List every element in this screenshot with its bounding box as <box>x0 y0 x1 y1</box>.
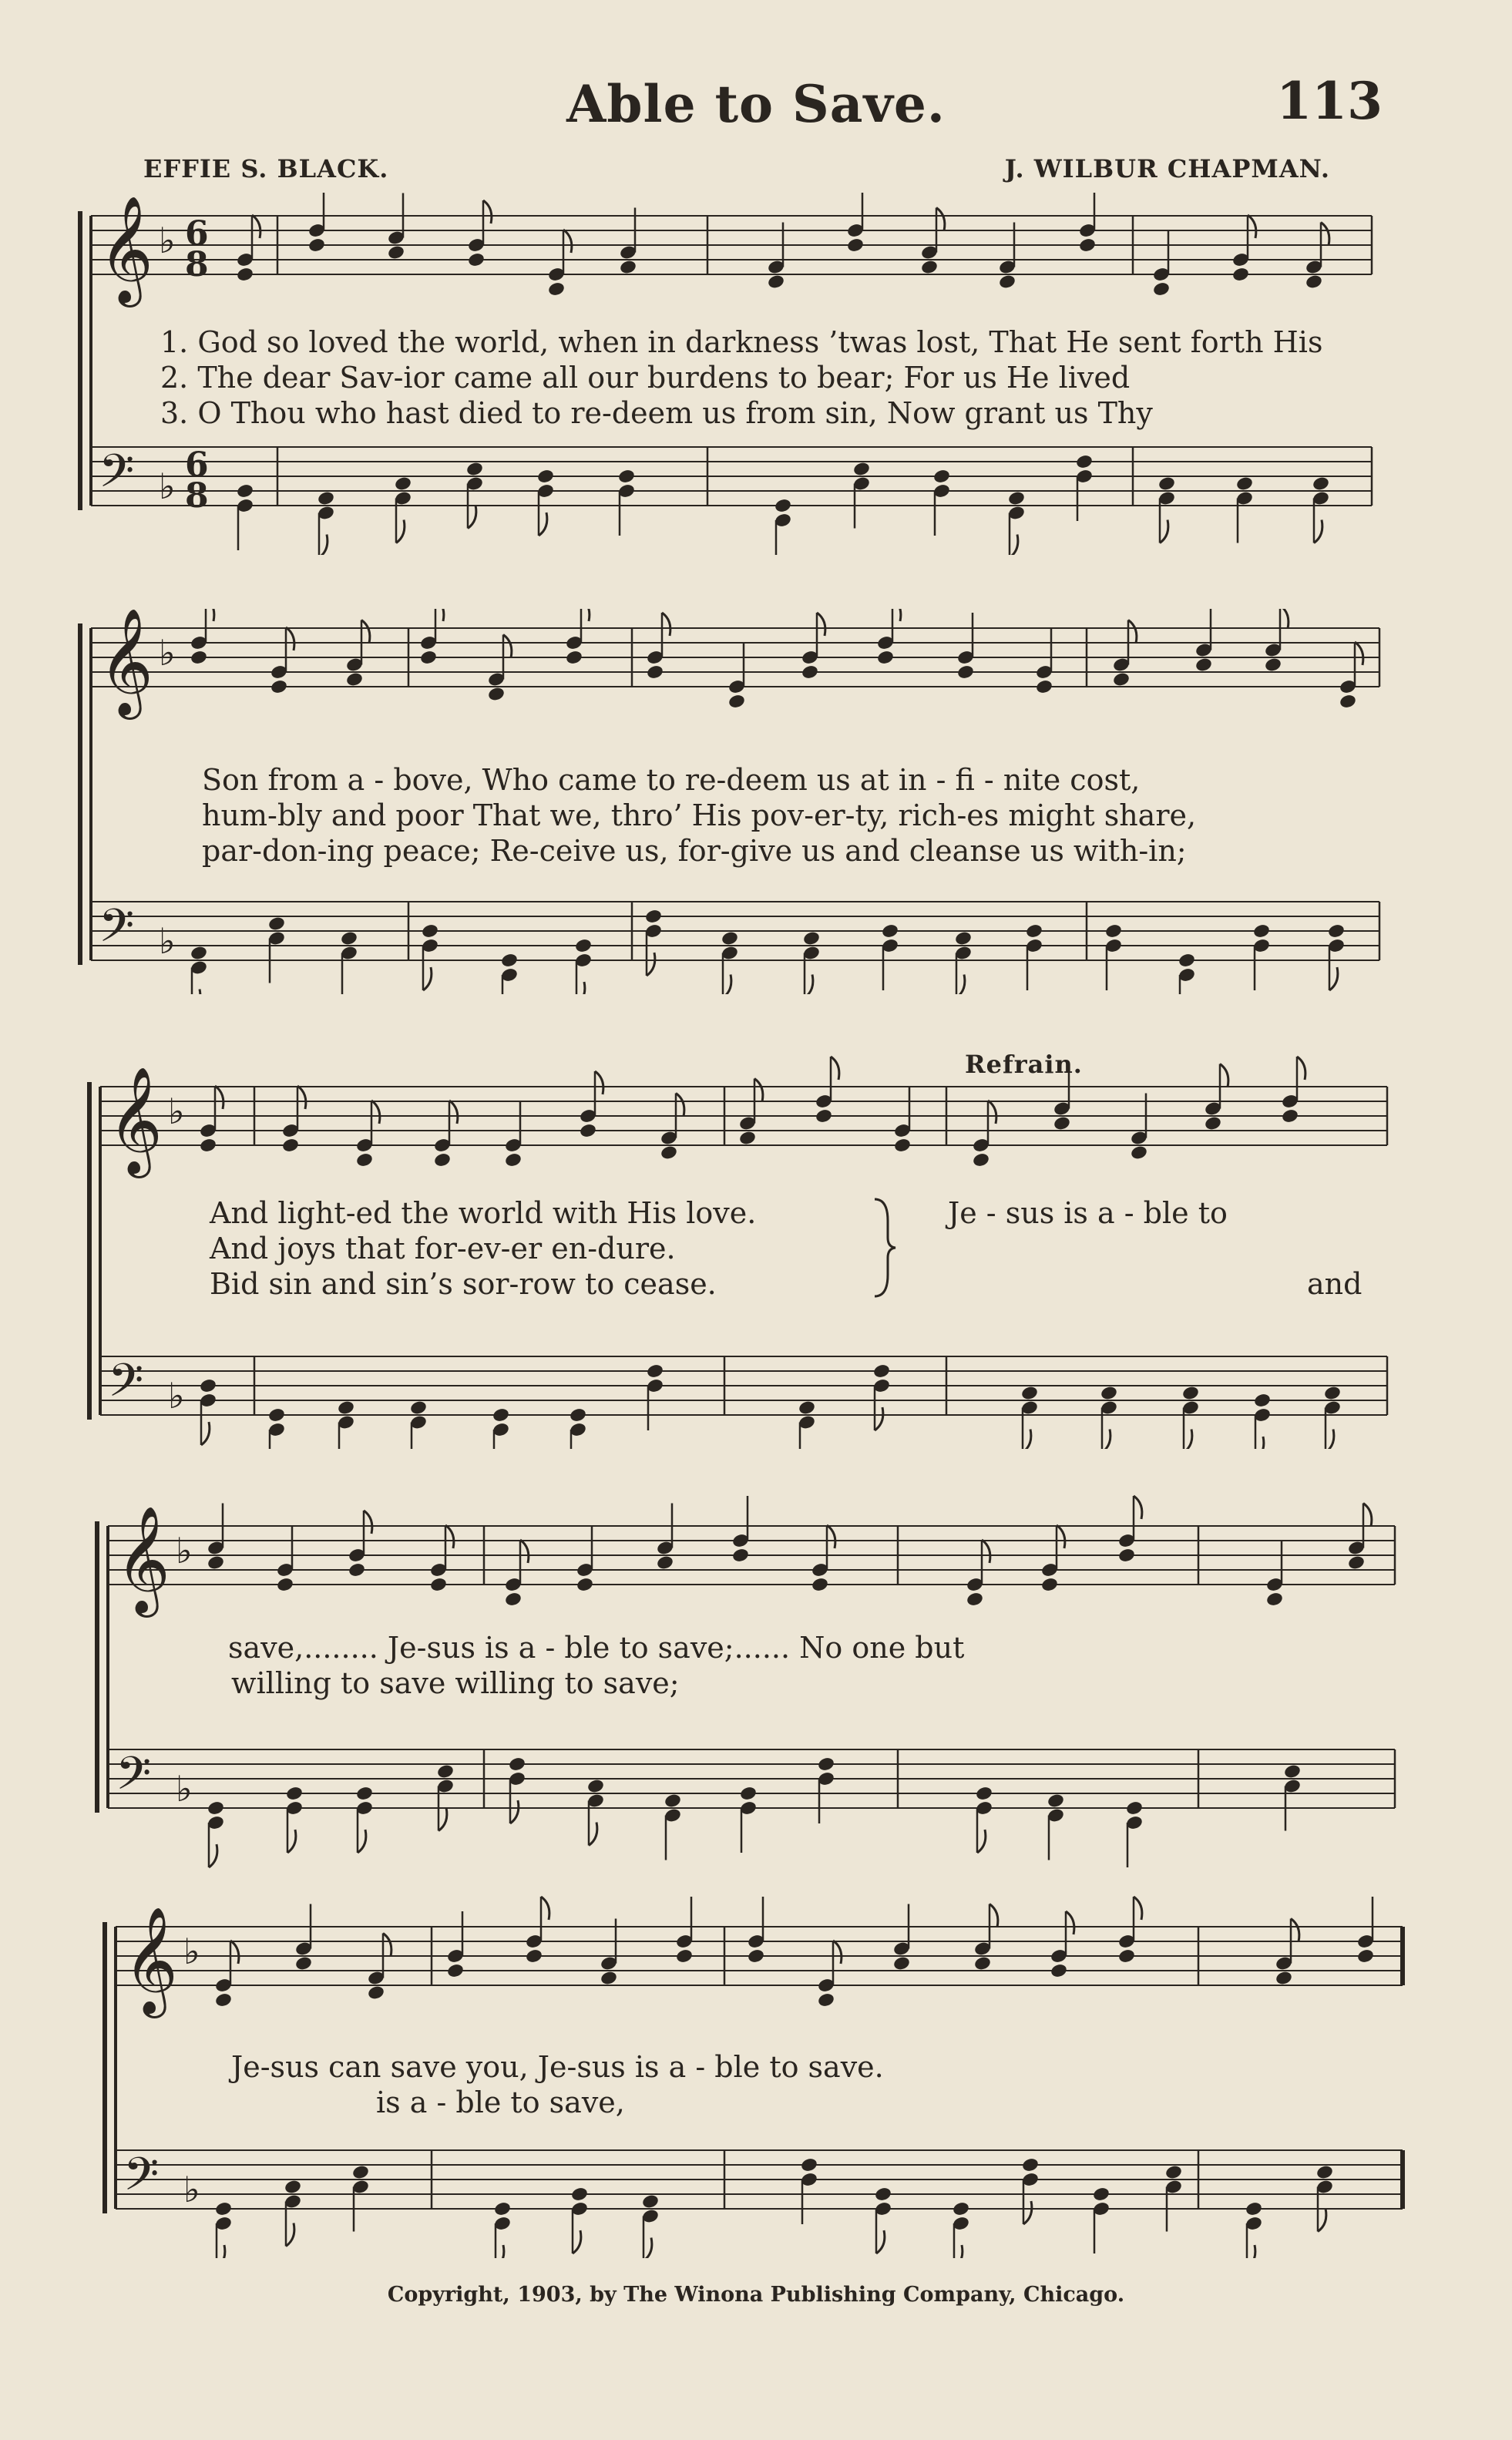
note-head <box>739 1786 758 1802</box>
note-head <box>874 2186 892 2203</box>
note-head <box>436 1763 455 1780</box>
note-head <box>1047 1793 1065 1809</box>
refrain-label: Refrain. <box>965 1050 1083 1079</box>
treble-clef-icon: 𝄞 <box>99 196 153 303</box>
note-head <box>954 930 973 946</box>
lyric-line: 1. God so loved the world, when in darkness ’twas lost, That He sent forth His <box>160 325 1323 359</box>
note-head <box>872 1363 891 1380</box>
note-head <box>337 1400 355 1416</box>
flat-icon: ♭ <box>168 1375 185 1417</box>
hymn-title: Able to Save. <box>566 74 946 134</box>
note-head <box>421 923 439 939</box>
time-signature-top: 6 <box>185 445 209 485</box>
note-head <box>952 2201 970 2217</box>
note-head <box>1025 923 1043 939</box>
note-head <box>214 2201 233 2217</box>
note-head <box>800 2157 818 2173</box>
note-head <box>236 483 254 499</box>
note-head <box>664 1793 682 1809</box>
flat-icon: ♭ <box>183 1931 200 1972</box>
note-head <box>1245 2201 1263 2217</box>
treble-staff <box>91 193 1372 308</box>
note-head <box>1253 1393 1272 1409</box>
note-head <box>190 945 208 961</box>
bass-clef-icon: 𝄢 <box>99 899 135 963</box>
note-head <box>798 1400 816 1416</box>
note-head <box>1327 923 1346 939</box>
bass-staff <box>91 444 1372 555</box>
note-head <box>1323 1385 1342 1401</box>
composer-credit: J. WILBUR CHAPMAN. <box>1004 154 1330 183</box>
bass-clef-icon: 𝄢 <box>99 444 135 509</box>
flat-icon: ♭ <box>159 220 176 261</box>
note-head <box>267 916 286 932</box>
lyric-line: Bid sin and sin’s sor-row to cease. <box>210 1267 717 1301</box>
note-head <box>1252 923 1271 939</box>
note-head <box>284 2179 302 2195</box>
time-signature-top: 6 <box>185 214 209 254</box>
music-system-2 <box>0 609 1512 994</box>
lyric-line: willing to save willing to save; <box>231 1666 680 1700</box>
lyric-line: par-don-ing peace; Re-ceive us, for-give us and cleanse us with-in; <box>202 834 1187 868</box>
note-head <box>465 461 484 477</box>
lyric-line: 2. The dear Sav-ior came all our burdens to bear; For us He lived <box>160 361 1131 395</box>
note-head <box>1235 476 1254 492</box>
music-system-4 <box>0 1487 1512 1873</box>
lyric-line: save,........ Je-sus is a - ble to save;...... No one but <box>228 1631 965 1665</box>
note-head <box>1104 923 1123 939</box>
note-head <box>586 1778 605 1794</box>
staff-notation <box>0 1487 1512 1873</box>
note-head <box>355 1786 374 1802</box>
note-head <box>500 953 519 969</box>
bass-staff <box>91 899 1379 994</box>
note-head <box>409 1400 428 1416</box>
flat-icon: ♭ <box>168 1091 185 1132</box>
note-head <box>975 1786 993 1802</box>
treble-clef-icon: 𝄞 <box>99 609 153 715</box>
treble-staff <box>100 1057 1387 1178</box>
note-head <box>1158 476 1176 492</box>
note-head <box>1312 476 1330 492</box>
note-head <box>721 930 739 946</box>
treble-clef-icon: 𝄞 <box>108 1067 163 1174</box>
lyric-line: hum-bly and poor That we, thro’ His pov-er-ty, rich-es might share, <box>202 798 1197 832</box>
note-head <box>394 476 412 492</box>
lyric-line: And light-ed the world with His love. <box>210 1196 757 1230</box>
note-head <box>1075 454 1094 470</box>
music-system-1 <box>0 193 1512 555</box>
refrain-lyric: and <box>1307 1267 1362 1301</box>
copyright-notice: Copyright, 1903, by The Winona Publishing Company, Chicago. <box>387 2283 1125 2307</box>
note-head <box>492 1407 510 1423</box>
note-head <box>267 1407 286 1423</box>
note-head <box>285 1786 304 1802</box>
bass-clef-icon: 𝄢 <box>123 2147 160 2212</box>
note-head <box>881 923 899 939</box>
note-head <box>199 1378 217 1394</box>
lyric-line: And joys that for-ev-er en-dure. <box>210 1232 676 1265</box>
music-system-5 <box>0 1896 1512 2258</box>
note-head <box>646 1363 664 1380</box>
note-head <box>536 469 555 485</box>
note-head <box>508 1756 526 1773</box>
treble-staff <box>108 1496 1395 1618</box>
refrain-lyric: Je - sus is a - ble to <box>948 1196 1228 1230</box>
note-head <box>493 2201 512 2217</box>
note-head <box>1092 2186 1110 2203</box>
note-head <box>1178 953 1196 969</box>
lyric-line: Je-sus can save you, Je-sus is a - ble to save. <box>231 2050 884 2084</box>
note-head <box>617 469 636 485</box>
bass-clef-icon: 𝄢 <box>116 1746 152 1811</box>
bass-clef-icon: 𝄢 <box>108 1353 144 1418</box>
flat-icon: ♭ <box>159 920 176 962</box>
note-head <box>1125 1800 1144 1817</box>
note-head <box>932 469 951 485</box>
treble-clef-icon: 𝄞 <box>123 1907 178 2014</box>
note-head <box>207 1800 225 1817</box>
note-head <box>351 2164 370 2180</box>
treble-staff <box>91 609 1379 720</box>
note-head <box>817 1756 835 1773</box>
note-head <box>1021 2157 1040 2173</box>
note-head <box>1020 1385 1039 1401</box>
time-signature-bottom: 8 <box>185 476 209 516</box>
bass-staff <box>116 2147 1403 2258</box>
lyric-line: Son from a - bove, Who came to re-deem us at in - fi - nite cost, <box>202 763 1141 797</box>
note-head <box>570 2186 589 2203</box>
note-head <box>340 930 358 946</box>
note-head <box>574 938 593 954</box>
flat-icon: ♭ <box>176 1530 193 1571</box>
note-head <box>644 909 663 925</box>
bass-staff <box>108 1746 1395 1867</box>
note-head <box>317 490 335 506</box>
time-signature-bottom: 8 <box>185 245 209 284</box>
note-head <box>774 498 792 514</box>
lyricist-credit: EFFIE S. BLACK. <box>143 154 389 183</box>
note-head <box>1315 2164 1334 2180</box>
lyric-line: is a - ble to save, <box>376 2085 625 2119</box>
flat-icon: ♭ <box>159 465 176 507</box>
note-head <box>1100 1385 1118 1401</box>
flat-icon: ♭ <box>183 2169 200 2210</box>
treble-staff <box>116 1897 1403 2018</box>
note-head <box>641 2193 660 2210</box>
note-head <box>1164 2164 1183 2180</box>
note-head <box>1007 490 1026 506</box>
note-head <box>852 461 871 477</box>
flat-icon: ♭ <box>176 1768 193 1810</box>
note-head <box>1283 1763 1302 1780</box>
note-head <box>1181 1385 1200 1401</box>
verse-bracket <box>871 1198 902 1298</box>
note-head <box>802 930 821 946</box>
bass-staff <box>100 1353 1387 1449</box>
flat-icon: ♭ <box>159 632 176 674</box>
treble-clef-icon: 𝄞 <box>116 1506 170 1613</box>
lyric-line: 3. O Thou who hast died to re-deem us from sin, Now grant us Thy <box>160 396 1153 430</box>
music-system-3 <box>0 1048 1512 1449</box>
note-head <box>569 1407 587 1423</box>
page-number: 113 <box>1276 71 1383 131</box>
